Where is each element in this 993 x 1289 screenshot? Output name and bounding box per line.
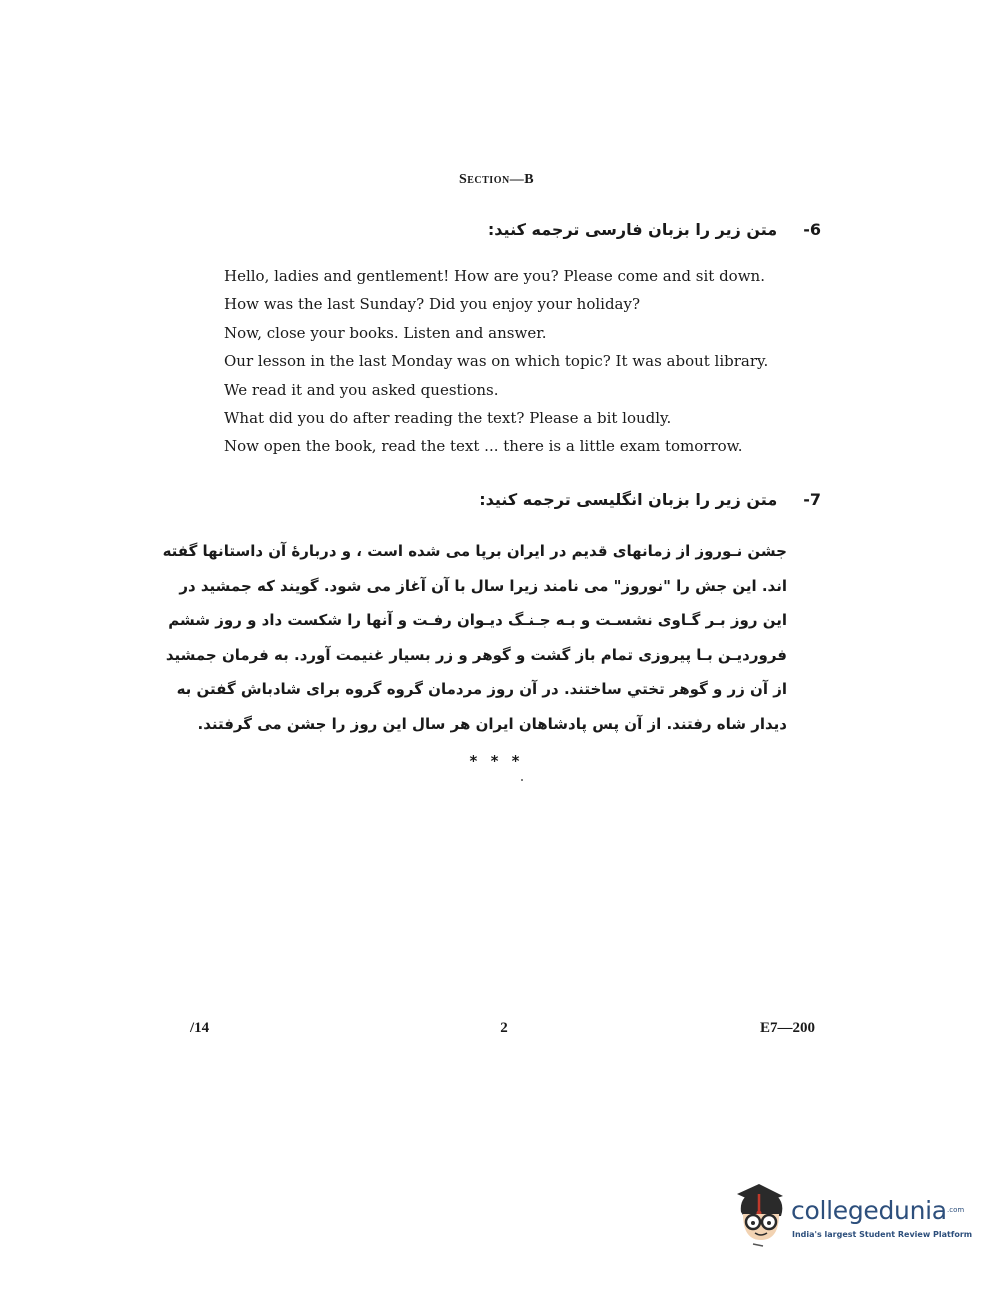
collegedunia-logo xyxy=(733,1182,973,1252)
question-6-number: -6 xyxy=(803,220,821,239)
section-separator: * * * xyxy=(469,752,524,770)
logo-wordmark: collegedunia xyxy=(791,1196,947,1225)
question-6-instruction: متن زیر را بزبان فارسی ترجمه کنید: xyxy=(487,220,778,239)
question-7-number: -7 xyxy=(803,490,821,509)
passage-line: Now open the book, read the text ... there is a little exam tomorrow. xyxy=(224,437,743,456)
passage-line: How was the last Sunday? Did you enjoy your holiday? xyxy=(224,295,641,314)
stray-mark xyxy=(521,779,523,781)
question-7-instruction: متن زیر را بزبان انگلیسی ترجمه کنید: xyxy=(479,490,778,509)
question-7-passage xyxy=(162,534,787,741)
question-6-heading xyxy=(488,220,821,239)
passage-line: Hello, ladies and gentlement! How are you? Please come and sit down. xyxy=(224,267,765,285)
passage-line: اند. این جش را "نوروز" می نامند زیرا سال با آن آغاز می شود. گویند که جمشید در xyxy=(179,576,787,595)
passage-line: Now, close your books. Listen and answer. xyxy=(224,323,547,342)
footer-page-code: /14 xyxy=(190,1020,210,1036)
question-7-heading xyxy=(479,490,821,509)
passage-line: جشن نـوروز از زمانهای قدیم در ایران برپا می شده است ، و دربارهٔ آن داستانها گفته xyxy=(162,542,787,560)
mascot-icon xyxy=(733,1182,793,1252)
question-6-passage xyxy=(224,266,784,465)
footer-page-number: 2 xyxy=(500,1020,508,1036)
passage-line: Our lesson in the last Monday was on which topic? It was about library. xyxy=(224,352,769,371)
logo-tagline: India's largest Student Review Platform xyxy=(792,1230,973,1239)
passage-line: We read it and you asked questions. xyxy=(224,380,499,399)
passage-line: این روز بـر گـاوی نشسـت و بـه جـنـگ دیـوان رفـت و آنها را شکست داد و روز ششم xyxy=(168,611,787,629)
passage-line: What did you do after reading the text? Please a bit loudly. xyxy=(224,408,672,427)
passage-line: از آن زر و گوهر تختي ساختند. در آن روز مردمان گروه گروه برای شادباش گفتن به xyxy=(176,680,787,698)
passage-line: فروردیـن بـا پیروزی تمام باز گشت و گوهر و زر بسیار غنیمت آورد. به فرمان جمشید xyxy=(165,645,787,664)
footer-exam-code: E7—200 xyxy=(759,1020,815,1036)
section-title: Section—B xyxy=(458,172,535,187)
passage-line: دیدار شاه رفتند. از آن پس پادشاهان ایران هر سال این روز را جشن می گرفتند. xyxy=(197,714,787,733)
logo-domain-suffix: .com xyxy=(947,1206,965,1214)
